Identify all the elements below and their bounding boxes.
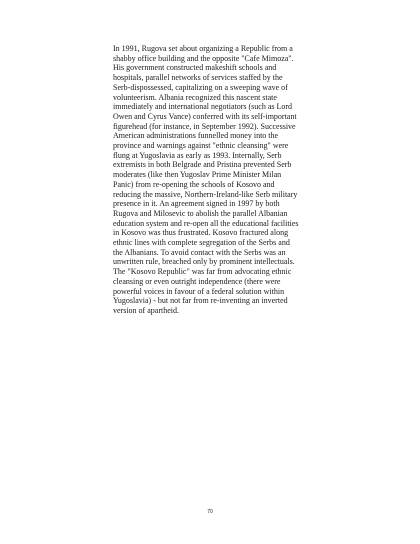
body-paragraph: In 1991, Rugova set about organizing a Republic from a shabby office building and the opposite "Cafe Mimoza". His government constructed makeshift schools and hospitals, parallel networks of services staffed by the Serb-dispossessed, capitalizing on a sweeping wave of volunteerism. Albania recognized this nascent state immediately and international negotiators (such as Lord Owen and Cyrus Vance) conferred with its self-important figurehead (for instance, in September 1992). Successive American administrations funnelled money into the province and warnings against "ethnic cleansing" were flung at Yugoslavia as early as 1993. Internally, Serb extremists in both Belgrade and Pristina prevented Serb moderates (like then Yugoslav Prime Minister Milan Panic) from re-opening the schools of Kosovo and reducing the massive, Northern-Ireland-like Serb military presence in it. An agreement signed in 1997 by both Rugova and Milosevic to abolish the parallel Albanian education system and re-open all the educational facilities in Kosovo was thus frustrated. Kosovo fractured along ethnic lines with complete segregation of the Serbs and the Albanians. To avoid contact with the Serbs was an unwritten rule, breached only by prominent intellectuals. The "Kosovo Republic" was far from advocating ethnic cleansing or even outright independence (there were powerful voices in favour of a federal solution within Yugoslavia) - but not far from re-inventing an inverted version of apartheid.: [113, 44, 299, 315]
page-number: 70: [207, 509, 213, 515]
